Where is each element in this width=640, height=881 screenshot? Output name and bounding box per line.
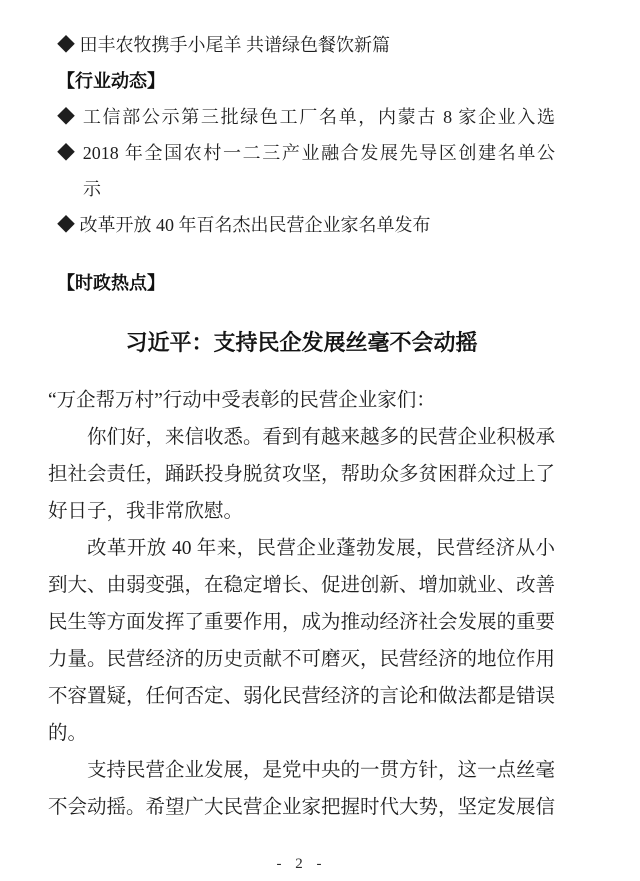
- article-line: 力量。民营经济的历史贡献不可磨灭，民营经济的地位作用: [48, 649, 556, 670]
- article-line: 不会动摇。希望广大民营企业家把握时代大势，坚定发展信: [48, 797, 556, 818]
- page-number: - 2 -: [276, 856, 327, 872]
- section-header-industry: 【行业动态】: [57, 71, 165, 91]
- article-line: 不容置疑，任何否定、弱化民营经济的言论和做法都是错误: [48, 686, 556, 707]
- article-line: 好日子，我非常欣慰。: [48, 501, 244, 522]
- article-line: 担社会责任，踊跃投身脱贫攻坚，帮助众多贫困群众过上了: [48, 464, 556, 485]
- toc-item: [57, 99, 555, 135]
- article-line: 到大、由弱变强，在稳定增长、促进创新、增加就业、改善: [48, 575, 556, 596]
- article-title: 习近平：支持民企发展丝毫不会动摇: [125, 330, 478, 355]
- article-line: 支持民营企业发展，是党中央的一贯方针，这一点丝毫: [87, 760, 556, 781]
- bullet-diamond-icon: ◆: [57, 35, 75, 55]
- toc-item: [57, 135, 555, 171]
- section-header-politics: 【时政热点】: [57, 273, 165, 293]
- toc-item-text: 2018 年全国农村一二三产业融合发展先导区创建名单公: [82, 143, 555, 163]
- bullet-diamond-icon: ◆: [57, 143, 77, 163]
- bullet-diamond-icon: ◆: [57, 107, 77, 127]
- toc-item: [57, 27, 555, 63]
- toc-item-continuation: 示: [83, 179, 101, 199]
- article-salutation: “万企帮万村”行动中受表彰的民营企业家们：: [48, 390, 436, 411]
- article-body: [48, 382, 555, 826]
- news-toc-list: [57, 27, 555, 243]
- toc-item-text: 改革开放 40 年百名杰出民营企业家名单发布: [79, 215, 431, 235]
- bullet-diamond-icon: ◆: [57, 215, 75, 235]
- article-line: 你们好，来信收悉。看到有越来越多的民营企业积极承: [87, 427, 556, 448]
- article-line: 民生等方面发挥了重要作用，成为推动经济社会发展的重要: [48, 612, 556, 633]
- toc-item-text: 田丰农牧携手小尾羊 共谱绿色餐饮新篇: [79, 35, 390, 55]
- article-line: 改革开放 40 年来，民营企业蓬勃发展，民营经济从小: [87, 538, 555, 559]
- article-line: 的。: [48, 723, 88, 744]
- toc-item-text: 工信部公示第三批绿色工厂名单，内蒙古 8 家企业入选: [82, 107, 556, 127]
- toc-item: [57, 207, 555, 243]
